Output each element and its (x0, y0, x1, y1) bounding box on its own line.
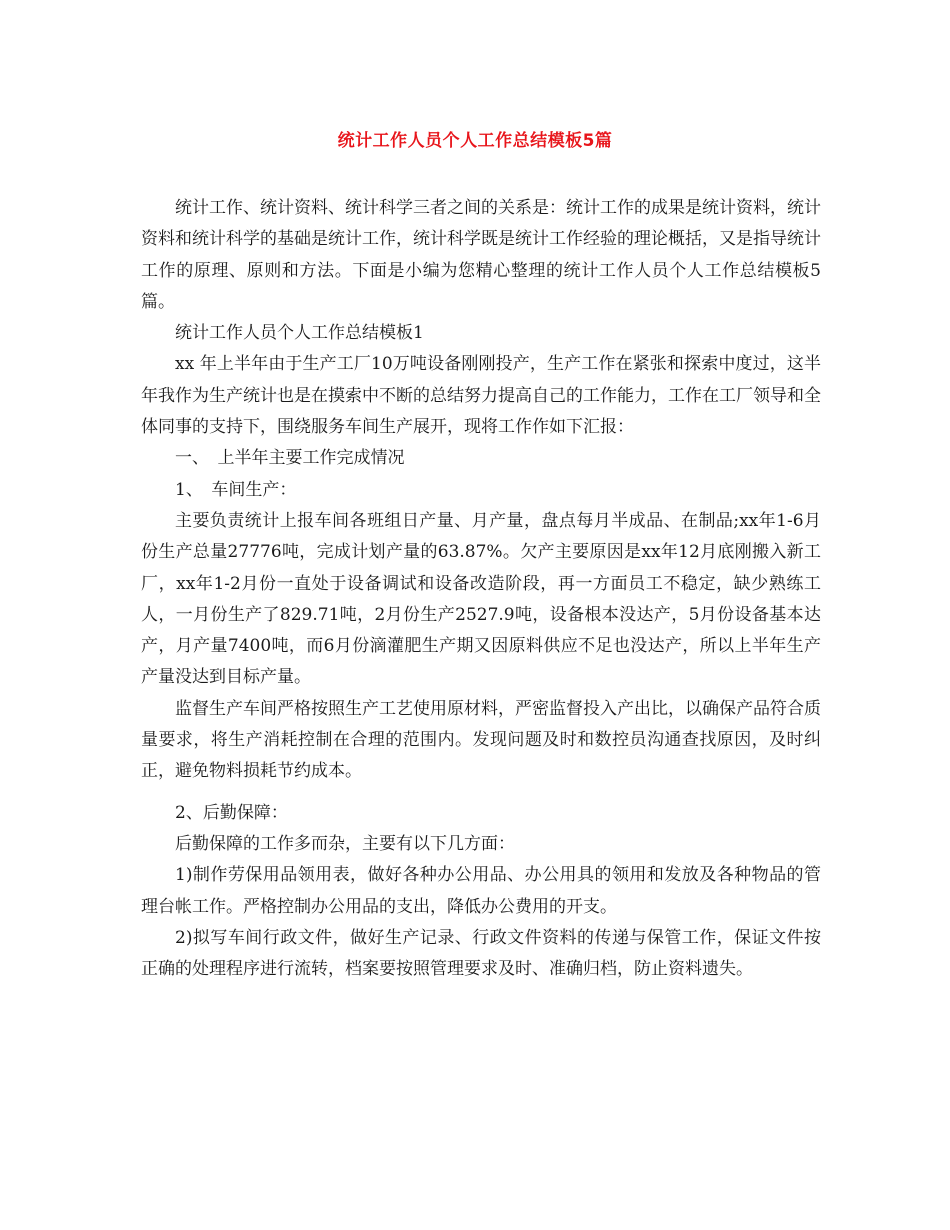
document-body (141, 193, 821, 985)
document-title: 统计工作人员个人工作总结模板5篇 (337, 131, 613, 151)
paragraph-production-stats: 主要负责统计上报车间各班组日产量、月产量，盘点每月半成品、在制品;xx年1-6月份生产总量27776吨，完成计划产量的63.87%。欠产主要原因是xx年12月底刚搬入新工厂，xx年1-2月份一直处于设备调试和设备改造阶段，再一方面员工不稳定，缺少熟练工人，一月份生产了829.71吨，2月份生产2527.9吨，设备根本没达产，5月份设备基本达产，月产量7400吨，而6月份滴灌肥生产期又因原料供应不足也没达产，所以上半年生产产量没达到目标产量。 (141, 510, 821, 688)
paragraph-logistics-heading: 2、后勤保障： (175, 802, 288, 823)
paragraph-logistics-item-2: 2)拟写车间行政文件，做好生产记录、行政文件资料的传递与保管工作，保证文件按正确的处理程序进行流转，档案要按照管理要求及时、准确归档，防止资料遗失。 (141, 927, 821, 980)
paragraph-supervision: 监督生产车间严格按照生产工艺使用原材料，严密监督投入产出比，以确保产品符合质量要求，将生产消耗控制在合理的范围内。发现问题及时和数控员沟通查找原因，及时纠正，避免物料损耗节约成本。 (141, 698, 821, 782)
paragraph-intro: 统计工作、统计资料、统计科学三者之间的关系是：统计工作的成果是统计资料，统计资料和统计科学的基础是统计工作，统计科学既是统计工作经验的理论概括，又是指导统计工作的原理、原则和方法。下面是小编为您精心整理的统计工作人员个人工作总结模板5篇。 (141, 198, 821, 312)
paragraph-workshop-heading: 1、 车间生产： (175, 479, 297, 500)
paragraph-logistics-intro: 后勤保障的工作多而杂，主要有以下几方面： (175, 833, 515, 854)
paragraph-overview: xx 年上半年由于生产工厂10万吨设备刚刚投产，生产工作在紧张和探索中度过，这半年我作为生产统计也是在摸索中不断的总结努力提高自己的工作能力，工作在工厂领导和全体同事的支持下，围绕服务车间生产展开，现将工作作如下汇报： (141, 354, 821, 438)
paragraph-logistics-item-1: 1)制作劳保用品领用表，做好各种办公用品、办公用具的领用和发放及各种物品的管理台帐工作。严格控制办公用品的支出，降低办公费用的开支。 (141, 865, 821, 917)
paragraph-heading-template-1: 统计工作人员个人工作总结模板1 (175, 323, 424, 344)
paragraph-section-1-heading: 一、 上半年主要工作完成情况 (175, 448, 405, 469)
